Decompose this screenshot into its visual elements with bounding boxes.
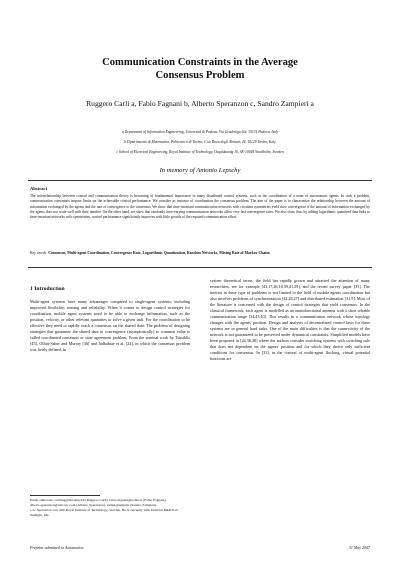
keywords <box>30 251 370 257</box>
section-heading-introduction: 1 Introduction <box>30 286 65 292</box>
affiliations <box>0 127 400 157</box>
paper-title <box>0 56 400 82</box>
affiliation-c: c School of Electrical Engineering, Royal Institute of Technology, Osquldasväg 10, SE-10044 Stockholm, Sweden <box>116 150 284 154</box>
footnotes <box>30 498 190 518</box>
dedication: In memory of Antonio Lepschy <box>159 167 241 174</box>
title-line-1: Communication Constraints in the Average <box>102 57 298 68</box>
author-list: Ruggero Carli a, Fabio Fagnani b, Alberto Speranzon c, Sandro Zampieri a <box>86 99 314 108</box>
intro-right-column: system theoretical terms, the field has rapidly grown and attracted the attention of many researchers, see for example [43,17,26,18,39,41,29], and the recent survey paper [35]. The interest in these type of problems is not limited to the field of mobile agents coordination but also involves problems of synchronization [42,28,27] and distributed estimation [31,9]. Most of the literature is concerned with the design of control strategies that yield consensus. In the classical framework, each agent is modelled as an omnidirectional antenna with a short reliable communication range [34,43,10]. This results in a communication network whose topology changes with the agents' position. Design and analysis of decentralized control laws for these systems are in general hard tasks. One of the main difficulties is that the connectivity of the network is not guaranteed to be preserved under dynamical constraints. Simplified models have been proposed in [24,36,38] where the authors consider switching systems with switching rule that does not dependent on the agents' position and for which they derive only sufficient conditions for consensus. In [33], in the context of multi-agent flocking, virtual potential functions are <box>210 278 370 361</box>
footer-date: 31 May 2007 <box>348 545 370 550</box>
abstract-bottom-rule <box>28 267 372 268</box>
title-line-2: Consensus Problem <box>155 70 245 81</box>
footnote-email: Email addresses: carlirug@dei.unipd.it (Ruggero Carli), fabio.fagnani@polito.it (Fabio Fagnani), alberto.speranzon@utrc.utc.com (Alberto Speranzon), zampi@unipd.it (Sandro Zampieri). <box>30 498 167 507</box>
intro-left-column: Multi-agent systems have many advantages compared to single-agent systems, including improved flexibility, sensing and reliability. When it comes to design control strategies for coordination, mobile agent systems need to be able to exchange information, such as the position, velocity, or other relevant quantities to solve a given task. For the coordination to be effective they need to rapidly reach a consensus on the shared data. The problem of designing strategies that guarantee the shared data to convergence (asymptotically) to common value is called coordinated consensus or state agreement problem. From the seminal work by Tsitsiklis [45], Olfati-Saber and Murray [36] and Jadbabaie et al. [24], in which the consensus problem was firstly defined, in <box>30 299 190 352</box>
keywords-label: Key words: <box>30 251 48 255</box>
keywords-list: Consensus, Multi-agent Coordination, Convergence Rate, Logarithmic Quantization, Random Networks, Mixing Rate of Markov Chains <box>48 251 270 255</box>
abstract-heading: Abstract <box>30 186 48 191</box>
abstract-top-rule <box>28 180 372 181</box>
footnote-rule <box>30 495 100 496</box>
abstract-text: The interrelationship between control and communication theory is becoming of fundamental importance in many distributed control systems, such as the coordination of a team of autonomous agents. In such a problem, communication constraints impose limits on the achievable control performance. We consider as instance of coordination the consensus problem. The aim of the paper is to characterize the relationship between the amount of information exchanged by the agents and the rate of convergence to the consensus. We show that time-invariant communication networks with circulant symmetries yield slow convergence if the amount of information exchanged by the agents does not scale well with their number. On the other hand, we show that randomly time-varying communication networks allow very fast convergence rates. We also show that, by adding logarithmic quantized data links to time-invariant networks with symmetries, control performance significantly improves with little growth of the required communication effort. <box>30 194 370 220</box>
affiliation-b: b Dipartimento di Matematica, Politecnico di Torino, C.so Duca degli Abruzzi, 24, 10129 Torino, Italy <box>124 140 276 144</box>
footer-preprint: Preprint submitted to Automatica <box>30 545 84 550</box>
affiliation-a: a Department of Information Engineering, Università di Padova, Via Gradenigo 6/a, 35131 Padova, Italy <box>121 130 279 134</box>
footnote-affiliation: 1 A. Speranzon was with Royal Institute of Technology, Sweden. He is currently with Unilever R&D Port Sunlight, UK. <box>30 508 179 517</box>
